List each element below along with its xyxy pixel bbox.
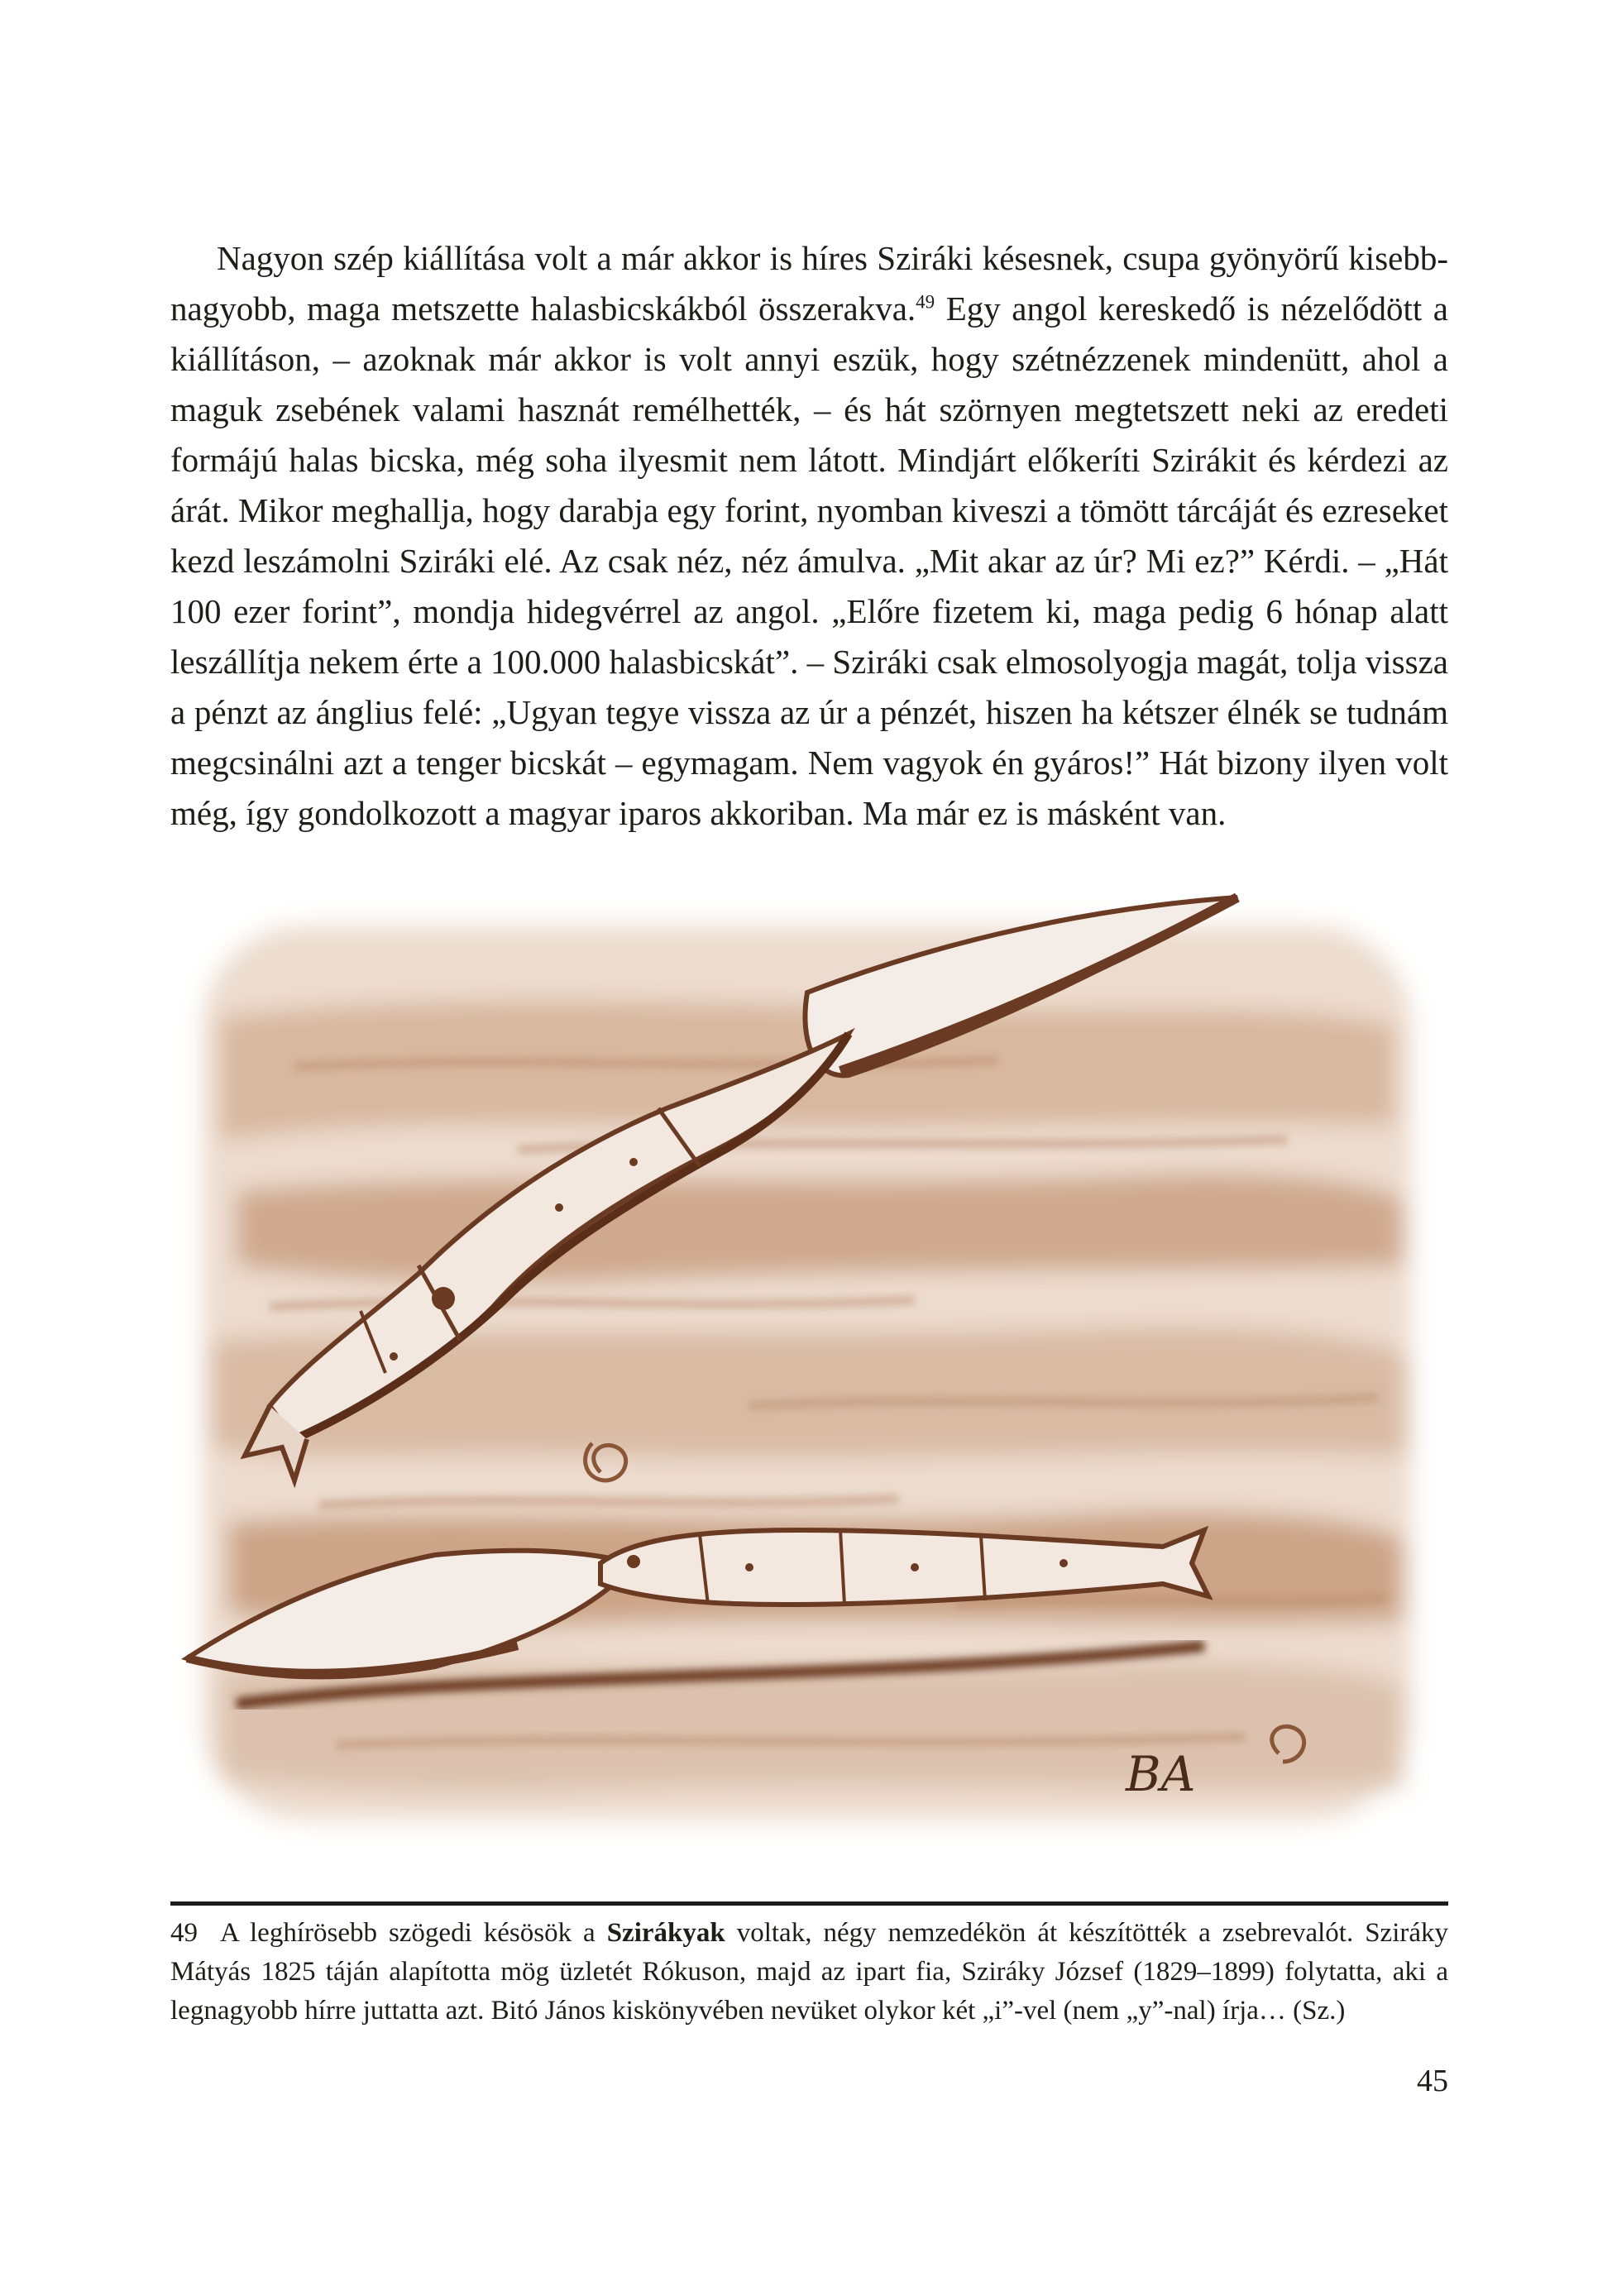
footnote-49 xyxy=(170,1914,1448,2031)
page-number: 45 xyxy=(1417,2064,1448,2098)
paragraph-text-rest: Egy angol kereskedő is nézelődött a kiállításon, – azoknak már akkor is volt annyi eszük, hogy szétnézzenek mindenütt, ahol a maguk zsebének valami hasznát remélhették, – és hát szörnyen megtetszett neki az eredeti formájú halas bicska, még soha ilyesmit nem látott. Mindjárt előkeríti Szirákit és kérdezi az árát. Mikor meghallja, hogy darabja egy forint, nyomban kiveszi a tömött tárcáját és ezreseket kezd leszámolni Sziráki elé. Az csak néz, néz ámulva. „Mit akar az úr? Mi ez?” Kérdi. – „Hát 100 ezer forint”, mondja hidegvérrel az angol. „Előre fizetem ki, maga pedig 6 hónap alatt leszállítja nekem érte a 100.000 halasbicskát”. – Sziráki csak elmosolyogja magát, tolja vissza a pénzt az ánglius felé: „Ugyan tegye vissza az úr a pénzét, hiszen ha kétszer élnék se tudnám megcsinálni azt a tenger bicskát – egymagam. Nem vagyok én gyáros!” Hát bizony ilyen volt még, így gondolkozott a magyar iparos akkoriban. Ma már ez is másként van. xyxy=(170,289,1448,832)
footnote-text-rest: voltak, négy nemzedékön át készítötték a zsebrevalót. Sziráky Mátyás 1825 táján alapította mög üzletét Rókuson, majd az ipart fia, Sziráky József (1829–1899) folytatta, aki a legnagyobb hírre juttatta azt. Bitó János kiskönyvében nevüket olykor két „i”-vel (nem „y”-nal) írja… (Sz.) xyxy=(170,1918,1448,2026)
fish-knives-illustration xyxy=(170,877,1448,1869)
footnote-number: 49 xyxy=(170,1918,198,1948)
footnote-text-start: A leghírösebb szögedi késösök a xyxy=(220,1918,607,1948)
footnote-divider xyxy=(170,1901,1448,1906)
body-text xyxy=(170,233,1448,839)
footnote-reference[interactable]: 49 xyxy=(916,291,935,313)
artist-signature: BA xyxy=(1126,1746,1196,1802)
paragraph-text-start: Nagyon szép kiállítása volt a már akkor is híres Sziráki késesnek, csupa gyönyörű kisebb-nagyobb, maga metszette halasbicskákból összerakva. xyxy=(170,239,1448,328)
body-paragraph xyxy=(170,233,1448,839)
footnote-bold-name: Szirákyak xyxy=(606,1918,725,1948)
